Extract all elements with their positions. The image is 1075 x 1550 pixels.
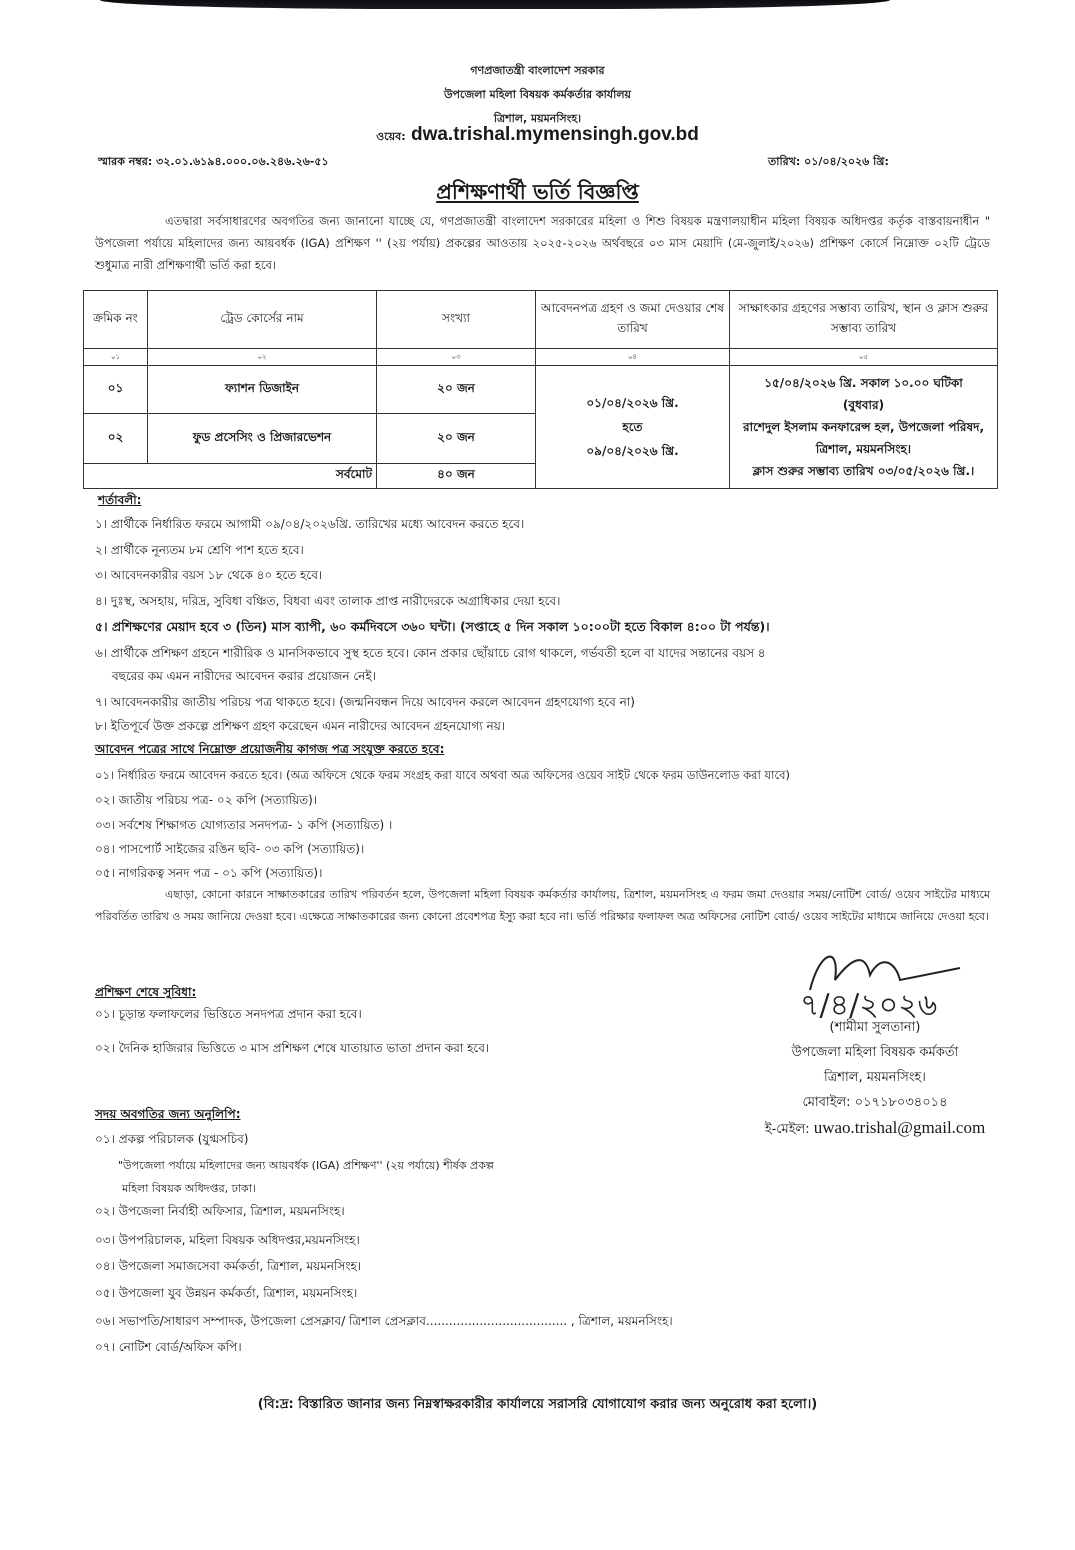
signature-date: ৭/৪/২০২৬ [800,988,938,1020]
website-line [0,124,1075,147]
deadline-to: ০৯/০৪/২০২৬ খ্রি. [586,444,679,458]
benefits-heading: প্রশিক্ষণ শেষে সুবিধা: [95,985,197,999]
total-value: ৪০ জন [377,464,536,489]
copy-item: ০৫। উপজেলা যুব উন্নয়ন কর্মকর্তা, ত্রিশাল, ময়মনসিংহ। [95,1286,358,1300]
office-location: ত্রিশাল, ময়মনসিংহ। [493,112,582,125]
row-count: ২০ জন [377,366,536,414]
condition-item: ৬। প্রার্থীকে প্রশিক্ষণ গ্রহনে শারীরিক ও মানসিকভাবে সুস্থ হতে হবে। কোন প্রকার ছোঁয়াচে রোগ থাকলে, গর্ভবতী হলে বা যাদের সন্তানের বয়স ৪ [95,646,766,660]
copy-item-continued: "উপজেলা পর্যায়ে মহিলাদের জন্য আয়বর্ধক (IGA) প্রশিক্ষণ'' (২য় পর্যায়ে) শীর্ষক প্রকল্প [118,1159,494,1172]
copy-item-continued: মহিলা বিষয়ক অধিদপ্তর, ঢাকা। [122,1182,256,1195]
deadline-from: ০১/০৪/২০২৬ খ্রি. [586,396,679,410]
benefit-item: ০১। চূড়ান্ত ফলাফলের ভিত্তিতে সনদপত্র প্রদান করা হবে। [95,1007,362,1021]
copy-item: ০৬। সভাপতি/সাধারণ সম্পাদক, উপজেলা প্রেসক্লাব/ ত্রিশাল প্রেসক্লাব..................................... , ত্রিশাল, ময়মনসিংহ। [95,1314,673,1328]
office-name: উপজেলা মহিলা বিষয়ক কর্মকর্তার কার্যালয় [443,88,631,101]
condition-item: ২। প্রার্থীকে নূন্যতম ৮ম শ্রেণি পাশ হতে হবে। [95,543,304,557]
notice-paragraph [95,884,990,928]
memo-number: স্মারক নম্বর: ৩২.০১.৬১৯৪.০০০.০৬.২৪৬.২৬-৫১ [98,155,329,168]
col-number: ০২ [148,349,377,366]
document-item: ০১। নির্ধারিত ফরমে আবেদন করতে হবে। (অত্র অফিসে থেকে ফরম সংগ্রহ করা যাবে অথবা অত্র অফিসের ওয়েব সাইট থেকে ফরম ডাউনলোড করা যাবে) [95,768,790,782]
condition-item-continued: বছরের কম এমন নারীদের আবেদন করার প্রয়োজন নেই। [112,669,376,683]
row-trade: ফুড প্রসেসিং ও প্রিজারভেশন [148,414,377,464]
documents-heading: আবেদন পত্রের সাথে নিম্নোক্ত প্রয়োজনীয় কাগজ পত্র সংযুক্ত করতে হবে: [95,742,445,756]
signatory-designation: উপজেলা মহিলা বিষয়ক কর্মকর্তা [791,1045,959,1060]
document-item: ০৪। পাসপোর্ট সাইজের রঙিন ছবি- ০৩ কপি (সত্যায়িত)। [95,842,365,856]
document-item: ০২। জাতীয় পরিচয় পত্র- ০২ কপি (সত্যায়িত)। [95,793,318,807]
copy-item: ০১। প্রকল্প পরিচালক (যুগ্মসচিব) [95,1132,249,1146]
copy-item: ০৪। উপজেলা সমাজসেবা কর্মকর্তা, ত্রিশাল, ময়মনসিংহ। [95,1259,362,1273]
col-number: ০৩ [377,349,536,366]
gov-header: গণপ্রজাতন্ত্রী বাংলাদেশ সরকার [470,64,605,77]
document-item: ০৩। সর্বশেষ শিক্ষাগত যোগ্যতার সনদপত্র- ১ কপি (সত্যায়িত) । [95,818,393,832]
condition-item: ৫। প্রশিক্ষণের মেয়াদ হবে ৩ (তিন) মাস ব্যাপী, ৬০ কর্মদিবসে ৩৬০ ঘন্টা। (সপ্তাহে ৫ দিন সকাল ১০:০০টা হতে বিকাল ৪:০০ টা পর্যন্ত)। [95,619,770,634]
trade-table [83,290,998,489]
notice-text: এছাড়া, কোনো কারনে সাক্ষাতকারের তারিখ পরিবর্তন হলে, উপজেলা মহিলা বিষয়ক কর্মকর্তার কার্যালয়, ত্রিশাল, ময়মনসিংহ এ ফরম জমা দেওয়ার সময়/নোটিশ বোর্ড/ ওয়েব সাইটের মাধ্যমে পরিবর্তিত তারিখ ও সময় জানিয়ে দেওয়া হবে। এক্ষেত্রে সাক্ষাতকারের জন্য কোনো প্রবেশপত্র ইস্যু করা হবে না। ভর্তি পরিক্ষার ফলাফল অত্র অফিসের নোটিশ বোর্ড/ ওয়েব সাইটের মাধ্যমে জানিয়ে দেওয়া হবে। [95,888,990,923]
total-label: সর্বমোট [84,464,377,489]
copy-item: ০৩। উপপরিচালক, মহিলা বিষয়ক অধিদপ্তর,ময়মনসিংহ। [95,1233,360,1247]
footer-note: (বি:দ্র: বিস্তারিত জানার জন্য নিম্নস্বাক্ষরকারীর কার্যালয়ে সরাসরি যোগাযোগ করার জন্য অনুরোধ করা হলো।) [257,1397,818,1412]
website-url[interactable]: dwa.trishal.mymensingh.gov.bd [410,124,699,145]
condition-item: ৪। দুঃস্থ, অসহায়, দরিদ্র, সুবিধা বঞ্চিত, বিধবা এবং তালাক প্রাপ্ত নারীদেরকে অগ্রাধিকার দেয়া হবে। [95,594,561,608]
copy-item: ০৭। নোটিশ বোর্ড/অফিস কপি। [95,1340,242,1354]
conditions-heading: শর্তাবলী: [98,493,142,507]
interview-datetime: ১৫/০৪/২০২৬ খ্রি. সকাল ১০.০০ ঘটিকা [764,376,963,390]
condition-item: ৭। আবেদনকারীর জাতীয় পরিচয় পত্র থাকতে হবে। (জন্মনিবন্ধন দিয়ে আবেদন করলে আবেদন গ্রহণযোগ্য হবে না) [95,695,635,709]
col-number: ০১ [84,349,148,366]
signatory-mobile: মোবাইল: ০১৭১৮০৩৪০১৪ [802,1095,948,1110]
copies-heading: সদয় অবগতির জন্য অনুলিপি: [95,1107,241,1121]
condition-item: ৮। ইতিপূর্বে উক্ত প্রকল্পে প্রশিক্ষণ গ্রহণ করেছেন এমন নারীদের আবেদন গ্রহনযোগ্য নয়। [95,719,506,733]
photo-top-edge [100,0,890,9]
interview-cell [730,366,998,489]
header-deadline: আবেদনপত্র গ্রহণ ও জমা দেওয়ার শেষ তারিখ [536,291,730,349]
deadline-mid: হতে [622,420,643,434]
condition-item: ১। প্রার্থীকে নির্ধারিত ফরমে আগামী ০৯/০৪/২০২৬খ্রি. তারিখের মধ্যে আবেদন করতে হবে। [95,517,525,531]
signatory-location: ত্রিশাল, ময়মনসিংহ। [824,1070,926,1085]
condition-item: ৩। আবেদনকারীর বয়স ১৮ থেকে ৪০ হতে হবে। [95,568,323,582]
header-count: সংখ্যা [377,291,536,349]
interview-day: (বুধবার) [842,398,885,412]
benefit-item: ০২। দৈনিক হাজিরার ভিত্তিতে ৩ মাস প্রশিক্ষণ শেষে যাতায়াত ভাতা প্রদান করা হবে। [95,1041,490,1055]
header-serial: ক্রমিক নং [84,291,148,349]
website-label: ওয়েব: [376,130,406,143]
col-number: ০৫ [730,349,998,366]
row-trade: ফ্যাশন ডিজাইন [148,366,377,414]
row-count: ২০ জন [377,414,536,464]
signatory-name: (শামীমা সুলতানা) [829,1020,921,1035]
col-number: ০৪ [536,349,730,366]
table-row [84,366,998,414]
header-trade: ট্রেড কোর্সের নাম [148,291,377,349]
header-interview: সাক্ষাৎকার গ্রহণের সম্ভাব্য তারিখ, স্থান ও ক্লাস শুরুর সম্ভাব্য তারিখ [730,291,998,349]
row-serial: ০১ [84,366,148,414]
signatory-block [740,1015,1010,1142]
intro-text: এতদ্বারা সর্বসাধারণের অবগতির জন্য জানানো যাচ্ছে যে, গণপ্রজাতন্ত্রী বাংলাদেশ সরকারের মহিলা ও শিশু বিষয়ক মন্ত্রণালয়াধীন মহিলা বিষয়ক অধিদপ্তর কর্তৃক বাস্তবায়নাধীন " উপজেলা পর্যায়ে মহিলাদের জন্য আয়বর্ধক (IGA) প্রশিক্ষণ '' (২য় পর্যায়) প্রকল্পের আওতায় ২০২৫-২০২৬ অর্থবছরে ০৩ মাস মেয়াদি (মে-জুলাই/২০২৬) প্রশিক্ষণ কোর্সে নিম্নোক্ত ০২টি ট্রেডে শুধুমাত্র নারী প্রশিক্ষণার্থী ভর্তি করা হবে। [95,214,990,272]
signatory-email[interactable]: uwao.trishal@gmail.com [813,1118,986,1137]
signatory-email-line [740,1115,1010,1142]
row-serial: ০২ [84,414,148,464]
document-item: ০৫। নাগরিকত্ব সনদ পত্র - ০১ কপি (সত্যায়িত)। [95,866,323,880]
interview-venue: রাশেদুল ইসলাম কনফারেন্স হল, উপজেলা পরিষদ, ত্রিশাল, ময়মনসিংহ। [743,420,984,456]
copy-item: ০২। উপজেলা নির্বাহী অফিসার, ত্রিশাল, ময়মনসিংহ। [95,1204,345,1218]
notice-date: তারিখ: ০১/০৪/২০২৬ খ্রি: [768,155,889,168]
page-title: প্রশিক্ষণার্থী ভর্তি বিজ্ঞপ্তি [436,180,639,204]
deadline-cell [536,366,730,489]
class-start-date: ক্লাস শুরুর সম্ভাব্য তারিখ ০৩/০৫/২০২৬ খ্রি.। [752,464,975,478]
email-label: ই-মেইল: [764,1122,810,1137]
intro-paragraph [95,210,990,276]
signature-mark [790,940,990,1020]
column-number-row [84,349,998,366]
table-header-row [84,291,998,349]
